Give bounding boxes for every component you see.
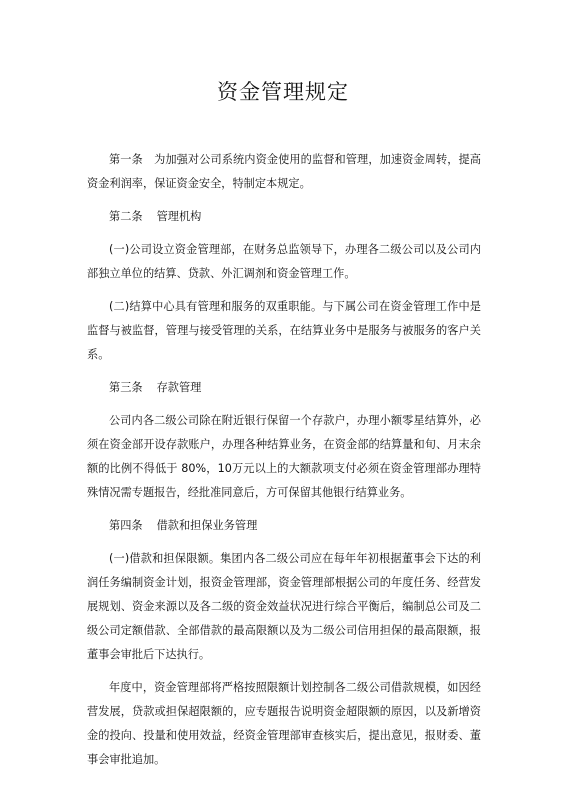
article-3-heading	[87, 376, 481, 400]
article-heading-text: 借款和担保业务管理	[156, 519, 258, 532]
article-2-paragraph-2: (二)结算中心具有管理和服务的双重职能。与下属公司在资金管理工作中是监督与被监督，管理与接受管理的关系，在结算业务中是服务与被服务的客户关系。	[87, 300, 481, 361]
article-4-paragraph-1: (一)借款和担保限额。集团内各二级公司应在每年年初根据董事会下达的利润任务编制资金计划，报资金管理部，资金管理部根据公司的年度任务、经营发展规划、资金来源以及各二级的资金效益状况进行综合平衡后，编制总公司及二级公司定额借款、全部借款的最高限额以及为二级公司信用担保的最高限额，报董事会审批后下达执行。	[87, 552, 481, 661]
article-3-paragraph: 公司内各二级公司除在附近银行保留一个存款户，办理小额零星结算外，必须在资金部开设存款账户，办理各种结算业务，在资金部的结算量和旬、月末余额的比例不得低于 80%，10万元以上的大额款项支付必须在资金管理部办理特殊情况需专题报告，经批准同意后，方可保留其他银行结算业务。	[87, 414, 481, 499]
article-heading-text: 存款管理	[156, 381, 202, 394]
document-title: 资金管理规定	[217, 80, 349, 104]
article-number: 第四条	[109, 519, 143, 532]
article-heading-text: 管理机构	[156, 210, 202, 223]
article-1-paragraph: 第一条 为加强对公司系统内资金使用的监督和管理，加速资金周转，提高资金利润率，保证资金安全，特制定本规定。	[87, 153, 481, 190]
article-number: 第三条	[109, 381, 143, 394]
document-body	[87, 148, 481, 781]
article-4-paragraph-2: 年度中，资金管理部将严格按照限额计划控制各二级公司借款规模，如因经营发展，贷款或担保超限额的，应专题报告说明资金超限额的原因，以及新增资金的投向、投量和使用效益，经资金管理部审查核实后，提出意见，报财委、董事会审批追加。	[87, 681, 481, 766]
article-4-heading	[87, 514, 481, 538]
article-2-paragraph-1: (一)公司设立资金管理部，在财务总监领导下，办理各二级公司以及公司内部独立单位的结算、贷款、外汇调剂和资金管理工作。	[87, 243, 481, 280]
article-number: 第二条	[109, 210, 143, 223]
article-2-heading	[87, 205, 481, 229]
